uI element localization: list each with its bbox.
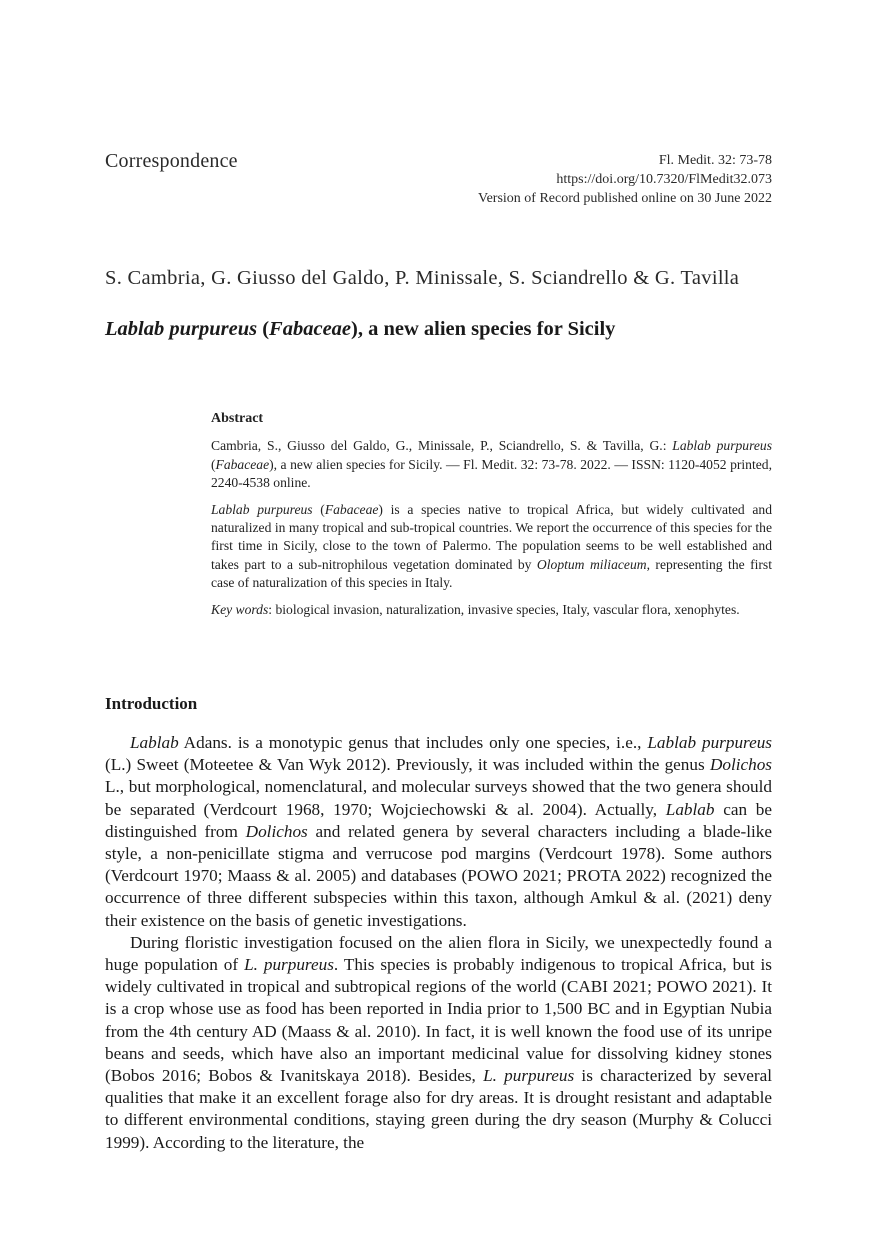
genus-name: Dolichos <box>245 821 308 841</box>
citation-family: Fabaceae <box>215 456 270 472</box>
species-name: L. purpureus <box>483 1066 575 1086</box>
citation-rest: ), a new alien species for Sicily. — Fl. Medit. 32: 73-78. 2022. — ISSN: 1120-4052 printed, 2240-4538 online. <box>211 456 772 491</box>
summary-species: Lablab purpureus <box>211 501 313 517</box>
publication-note: Version of Record published online on 30 June 2022 <box>478 191 772 206</box>
body-text-run: can be distinguished from <box>105 799 773 841</box>
keywords-list: : biological invasion, naturalization, invasive species, Italy, vascular flora, xenophytes. <box>268 601 740 617</box>
section-label: Correspondence <box>105 150 238 172</box>
abstract-heading: Abstract <box>211 411 264 426</box>
species-name: Lablab purpureus <box>647 733 772 752</box>
abstract-citation <box>211 437 772 492</box>
body-text-run: is characterized by several qualities that make it an excellent forage also for dry areas. It is drought resistant and adaptable to different environmental conditions, staying green during the dry season (Murphy & Colucci 1999). According to the literature, the <box>105 1066 772 1152</box>
summary-text-2: , representing the first case of naturalization of this species in Italy. <box>211 556 772 591</box>
keywords-label: Key words <box>211 601 269 617</box>
body-text-run: Adans. is a monotypic genus that includes only one species, i.e., <box>178 733 648 752</box>
body-text-run: L., but morphological, nomenclatural, and molecular surveys showed that the two genera should be separated (Verdcourt 1968, 1970; Wojciechowski & al. 2004). Actually, <box>105 777 772 819</box>
summary-text-1: ) is a species native to tropical Africa, but widely cultivated and naturalized in many tropical and sub-tropical countries. We report the occurrence of this species for the first time in Sicily, close to the town of Palermo. The population seems to be well established and takes part to a sub-nitrophilous vegetation dominated by <box>211 501 773 572</box>
summary-paren: ( <box>312 501 325 517</box>
body-text-run: (L.) Sweet (Moteetee & Van Wyk 2012). Previously, it was included within the genus <box>105 755 710 775</box>
citation-authors: Cambria, S., Giusso del Galdo, G., Minissale, P., Sciandrello, S. & Tavilla, G.: <box>211 438 673 454</box>
body-paragraph <box>105 932 772 1154</box>
species-name: L. purpureus <box>244 955 334 975</box>
summary-species-2: Oloptum miliaceum <box>536 556 647 572</box>
citation-paren: ( <box>211 456 216 472</box>
introduction-body <box>105 732 772 1154</box>
genus-name: Lablab <box>665 799 715 819</box>
genus-name: Lablab <box>130 733 179 752</box>
journal-reference: Fl. Medit. 32: 73-78 <box>658 153 772 168</box>
body-text-run: and related genera by several characters including a blade-like style, a non-penicillate stigma and verrucose pod margins (Verdcourt 1978). Some authors (Verdcourt 1970; Maass & al. 2005) and databases (POWO 2021; PROTA 2022) recognized the occurrence of three different subspecies within this taxon, although Amkul & al. (2021) deny their existence on the basis of genetic investigations. <box>105 821 772 930</box>
article-title <box>105 318 615 341</box>
citation-species: Lablab purpureus <box>672 438 772 454</box>
journal-citation <box>478 151 772 208</box>
summary-family: Fabaceae <box>324 501 379 517</box>
title-paren-open: ( <box>257 318 270 340</box>
title-species: Lablab purpureus <box>105 318 258 340</box>
author-list: S. Cambria, G. Giusso del Galdo, P. Minissale, S. Sciandrello & G. Tavilla <box>105 267 740 289</box>
doi-link[interactable]: https://doi.org/10.7320/FlMedit32.073 <box>556 172 772 187</box>
keywords-line <box>211 601 772 619</box>
genus-name: Dolichos <box>709 755 772 775</box>
introduction-heading: Introduction <box>105 694 198 713</box>
abstract-summary <box>211 501 772 593</box>
body-text-run: During floristic investigation focused on the alien flora in Sicily, we unexpectedly found a huge population of <box>105 932 772 975</box>
body-text-run: . This species is probably indigenous to tropical Africa, but is widely cultivated in tropical and subtropical regions of the world (CABI 2021; POWO 2021). It is a crop whose use as food has been reported in India prior to 1,500 BC and in Egyptian Nubia from the 4th century AD (Maass & al. 2010). In fact, it is well known the food use of its unripe beans and seeds, which have also an important medicinal value for dissolving kidney stones (Bobos 2016; Bobos & Ivanitskaya 2018). Besides, <box>105 955 772 1086</box>
title-family: Fabaceae <box>269 318 352 340</box>
title-rest: ), a new alien species for Sicily <box>351 318 616 340</box>
abstract-section <box>211 410 772 627</box>
body-paragraph <box>105 732 772 932</box>
